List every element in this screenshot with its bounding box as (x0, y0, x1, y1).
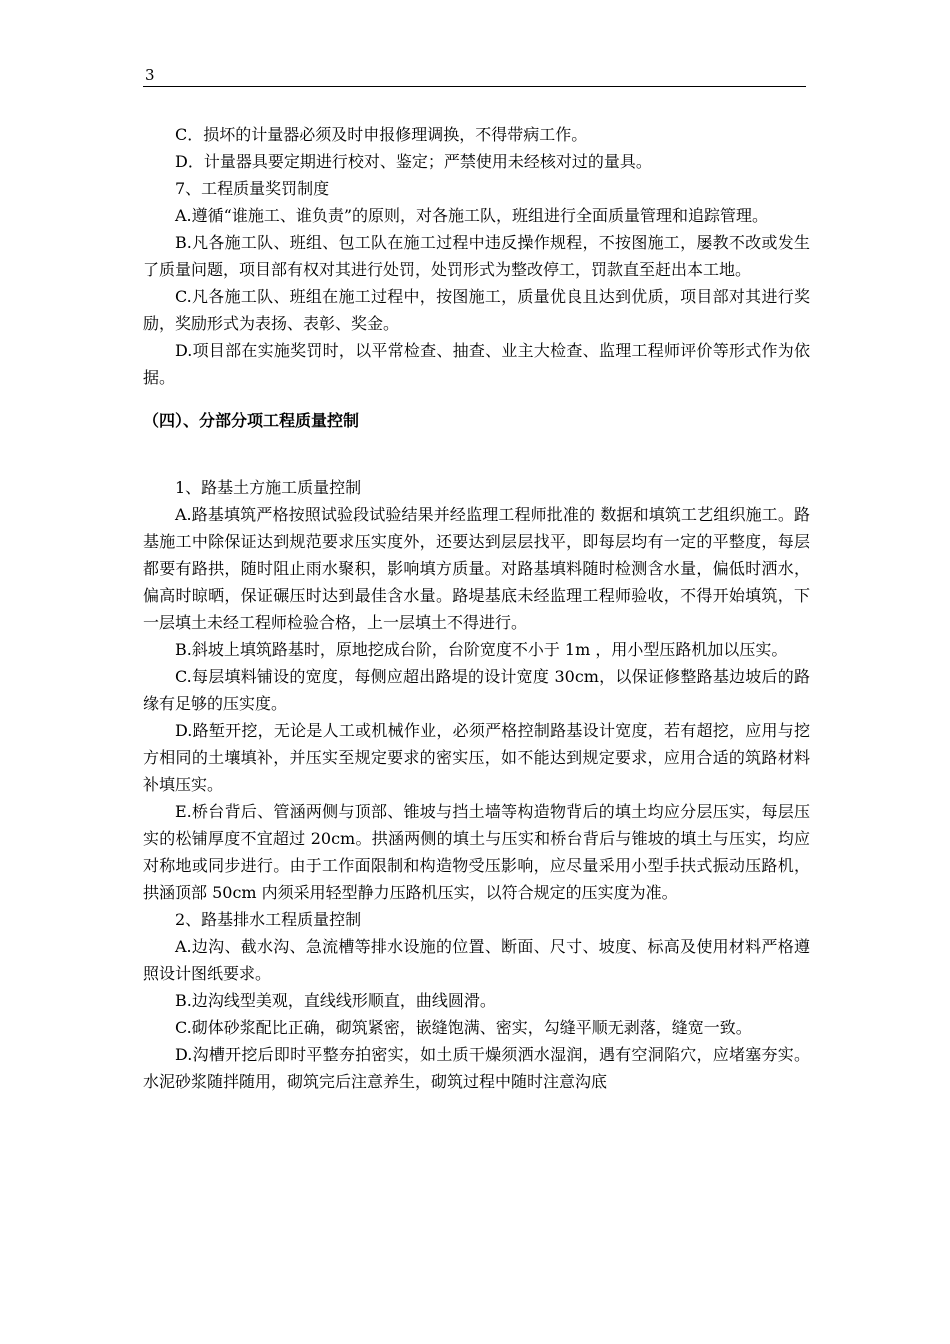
header-rule (143, 86, 806, 87)
subsection-title: 2、路基排水工程质量控制 (175, 910, 362, 929)
paragraph: A.遵循“谁施工、谁负责”的原则，对各施工队，班组进行全面质量管理和追踪管理。 (175, 206, 769, 225)
subsection-title: 7、工程质量奖罚制度 (175, 179, 330, 198)
paragraph: B.凡各施工队、班组、包工队在施工过程中违反操作规程，不按图施工，屡教不改或发生了质量问题，项目部有权对其进行处罚，处罚形式为整改停工，罚款直至赶出本工地。 (143, 233, 810, 279)
paragraph: C.凡各施工队、班组在施工过程中，按图施工，质量优良且达到优质，项目部对其进行奖励，奖励形式为表扬、表彰、奖金。 (143, 287, 810, 333)
paragraph: C.每层填料铺设的宽度，每侧应超出路堤的设计宽度 30cm，以保证修整路基边坡后的路缘有足够的压实度。 (143, 667, 810, 713)
document-body (143, 121, 810, 1095)
paragraph: D．计量器具要定期进行校对、鉴定；严禁使用未经核对过的量具。 (175, 152, 652, 171)
spacer (143, 434, 810, 474)
paragraph: D.路堑开挖，无论是人工或机械作业，必须严格控制路基设计宽度，若有超挖，应用与挖方相同的土壤填补，并压实至规定要求的密实压，如不能达到规定要求，应用合适的筑路材料补填压实。 (143, 721, 810, 794)
section-heading: （四）、分部分项工程质量控制 (143, 411, 360, 430)
paragraph: D.沟槽开挖后即时平整夯拍密实，如土质干燥须洒水湿润，遇有空洞陷穴，应堵塞夯实。水泥砂浆随拌随用，砌筑完后注意养生，砌筑过程中随时注意沟底 (143, 1045, 810, 1091)
paragraph: A.路基填筑严格按照试验段试验结果并经监理工程师批准的 数据和填筑工艺组织施工。路基施工中除保证达到规范要求压实度外，还要达到层层找平，即每层均有一定的平整度，每层都要有路拱，随时阻止雨水聚积，影响填方质量。对路基填料随时检测含水量，偏低时洒水，偏高时晾晒，保证碾压时达到最佳含水量。路堤基底未经监理工程师验收，不得开始填筑，下一层填土未经工程师检验合格，上一层填土不得进行。 (143, 505, 810, 632)
paragraph: C．损坏的计量器必须及时申报修理调换，不得带病工作。 (175, 125, 588, 144)
paragraph: B.斜坡上填筑路基时，原地挖成台阶，台阶宽度不小于 1m ，用小型压路机加以压实。 (175, 640, 788, 659)
paragraph: D.项目部在实施奖罚时，以平常检查、抽查、业主大检查、监理工程师评价等形式作为依据。 (143, 341, 810, 387)
paragraph: A.边沟、截水沟、急流槽等排水设施的位置、断面、尺寸、坡度、标高及使用材料严格遵照设计图纸要求。 (143, 937, 810, 983)
paragraph: B.边沟线型美观，直线线形顺直，曲线圆滑。 (175, 991, 496, 1010)
paragraph: E.桥台背后、管涵两侧与顶部、锥坡与挡土墙等构造物背后的填土均应分层压实，每层压实的松铺厚度不宜超过 20cm。拱涵两侧的填土与压实和桥台背后与锥坡的填土与压实，均应对称地或同步进行。由于工作面限制和构造物受压影响，应尽量采用小型手扶式振动压路机，拱涵顶部 50cm 内须采用轻型静力压路机压实，以符合规定的压实度为准。 (143, 802, 810, 902)
paragraph: C.砌体砂浆配比正确，砌筑紧密，嵌缝饱满、密实，勾缝平顺无剥落，缝宽一致。 (175, 1018, 752, 1037)
page-number: 3 (145, 66, 155, 84)
subsection-title: 1、路基土方施工质量控制 (175, 478, 362, 497)
